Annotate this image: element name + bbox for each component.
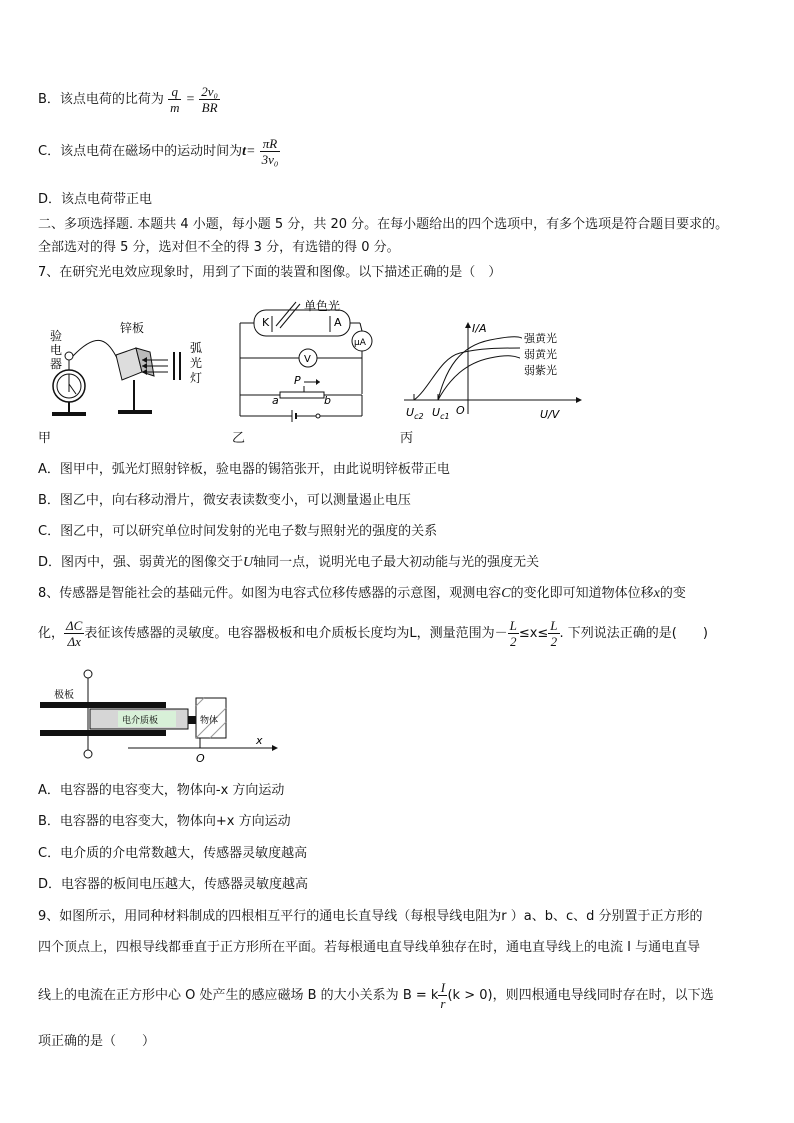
fig-jia-label: 甲 [38,431,52,446]
curve-strong-yellow [438,337,522,400]
q8-dielectric-label: 电介质板 [122,716,159,726]
curve-weak-yellow [438,356,520,400]
section2-line1: 二、多项选择题. 本题共 4 小题，每小题 5 分，共 20 分。在每小题给出的四个选项中，有多个选项是符合题目要求的。 [38,217,729,232]
bing-uc2: $U_{c2}$ [406,406,424,421]
bing-origin: O [456,404,465,417]
q8-option-a: A．电容器的电容变大，物体向-x 方向运动 [38,783,285,798]
bing-xlabel: U/V [540,408,560,421]
q7-figure-yi [232,296,382,426]
svg-text:O: O [196,752,205,765]
q6-option-c: C．该点电荷在磁场中的运动时间为t= $\frac{\pi R}{\text{3v₀}}$ [38,136,279,167]
bing-curve1-label: 强黄光 [524,332,557,345]
q8-plate-label: 极板 [54,690,74,701]
jia-label-guang: 光 [190,356,203,370]
svg-text:V: V [304,354,311,365]
svg-text:P: P [294,374,301,387]
q6-option-c-text: C．该点电荷在磁场中的运动时间为 [38,144,243,159]
q8-figure [38,668,288,766]
bing-curve3-label: 弱紫光 [524,364,557,377]
q8-object-label: 物体 [200,716,219,726]
bing-ylabel: I/A [472,322,487,335]
fig-bing-label: 丙 [400,431,414,446]
bing-uc1: $U_{c1}$ [432,406,450,421]
svg-text:x: x [256,734,263,747]
svg-text:b: b [324,394,331,407]
q8-option-b: B．电容器的电容变大，物体向+x 方向运动 [38,814,291,829]
bing-curve2-label: 弱黄光 [524,348,557,361]
q7-option-d: D．图丙中，强、弱黄光的图像交于U轴同一点，说明光电子最大初动能与光的强度无关 [38,555,540,570]
jia-label-qi: 器 [50,357,63,371]
q9-line4: 项正确的是（ ） [38,1034,156,1049]
electroscope-knob [65,352,73,360]
rheostat [280,392,324,398]
q8-stem-line1: 8、传感器是智能社会的基础元件。如图为电容式位移传感器的示意图，观测电容C的变化即可知道物体位移x的变 [38,586,686,601]
q7-stem: 7、在研究光电效应现象时，用到了下面的装置和图像。以下描述正确的是（ ） [38,265,502,280]
q6-option-c-frac: $\frac{\pi R}{\text{3v₀}}$ [261,136,279,167]
jia-label-dian: 电 [50,343,63,357]
svg-text:K: K [262,316,270,329]
q6-option-b-frac1: $\frac{q}{m}$ [170,84,180,115]
q8-option-d: D．电容器的板间电压越大，传感器灵敏度越高 [38,877,309,892]
top-plate [40,702,166,708]
fig-yi-label: 乙 [232,431,246,446]
q9-line1: 9、如图所示，用同种材料制成的四根相互平行的通电长直导线（每根导线电阻为r ）a、b、c、d 分别置于正方形的 [38,909,703,924]
jia-label-zinc: 锌板 [120,321,145,335]
q6-option-b: B．该点电荷的比荷为 $\frac{q}{m}$ = $\frac{\text{2v₀}}{BR}$ [38,84,218,115]
jia-label-hu: 弧 [190,341,203,355]
yi-label-mono: 单色光 [304,299,341,313]
q8-sensitivity-frac: $\frac{\Delta C}{\Delta x}$ [66,618,83,649]
q6-option-b-frac2: $\frac{\text{2v₀}}{BR}$ [201,84,218,115]
bottom-plate [40,730,166,736]
electroscope-base [52,412,86,416]
q9-line2: 四个顶点上，四根导线都垂直于正方形所在平面。若每根通电直导线单独存在时，通电直导线上的电流 I 与通电直导 [38,940,701,955]
jia-label-deng: 灯 [190,371,203,385]
jia-label-yan: 验 [50,329,63,343]
svg-text:a: a [272,394,279,407]
q8-stem-line2: 化， $\frac{\Delta C}{\Delta x}$ 表征该传感器的灵敏度。电容器极板和电介质板长度均为L，测量范围为－ $\frac{L}{2}$ ≤x≤ $\frac{L}{2}$ . 下列说法正确的是( ) [38,618,708,649]
svg-text:μA: μA [354,338,366,348]
q7-option-c: C．图乙中，可以研究单位时间发射的光电子数与照射光的强度的关系 [38,524,438,539]
q7-figure-bing [400,318,600,428]
q7-option-b: B．图乙中，向右移动滑片，微安表读数变小，可以测量遏止电压 [38,493,411,508]
q6-option-d: D．该点电荷带正电 [38,192,153,207]
q7-option-a: A．图甲中，弧光灯照射锌板，验电器的锡箔张开，由此说明锌板带正电 [38,462,450,477]
q9-line3: 线上的电流在正方形中心 O 处产生的感应磁场 B 的大小关系为 B = k $\frac{I}{r}$ (k > 0)，则四根通电导线同时存在时，以下选 [38,980,714,1011]
svg-text:A: A [334,316,342,329]
q9-field-frac: $\frac{I}{r}$ [440,980,446,1011]
section2-line2: 全部选对的得 5 分，选对但不全的得 3 分，有选错的得 0 分。 [38,240,400,255]
q7-figure-jia [38,300,218,426]
q8-option-c: C．电介质的介电常数越大，传感器灵敏度越高 [38,846,308,861]
q6-option-b-text: B．该点电荷的比荷为 [38,92,164,107]
